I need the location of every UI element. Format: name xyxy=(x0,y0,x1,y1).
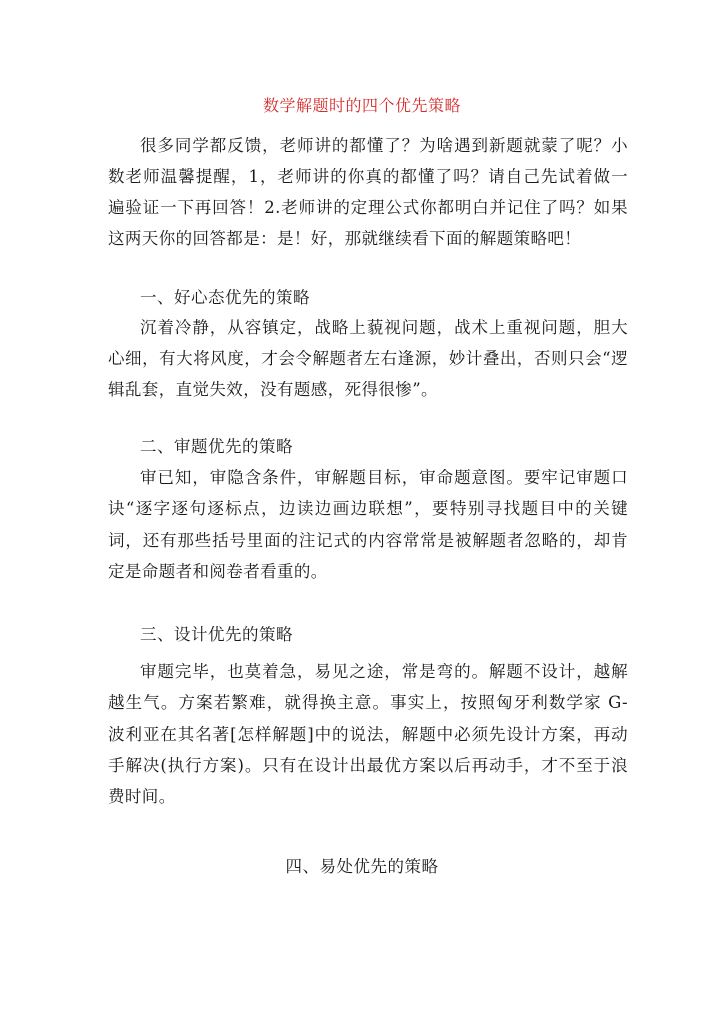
section-1-line-3: 辑乱套，直觉失效，没有题感，死得很惨”。 xyxy=(108,380,438,399)
intro-line-2: 数老师温馨提醒，1，老师讲的你真的都懂了吗？请自己先试着做一 xyxy=(108,167,628,186)
section-2-line-2: 诀“逐字逐句逐标点，边读边画边联想”，要特别寻找题目中的关键 xyxy=(108,499,628,518)
section-3-line-2: 越生气。方案若繁难，就得换主意。事实上，按照匈牙利数学家 G- xyxy=(108,693,628,712)
section-2-line-4: 定是命题者和阅卷者看重的。 xyxy=(108,562,328,581)
section-3-line-3: 波利亚在其名著[怎样解题]中的说法，解题中必须先设计方案，再动 xyxy=(108,725,628,744)
section-4-heading: 四、易处优先的策略 xyxy=(285,857,439,876)
section-1-line-1: 沉着冷静，从容镇定，战略上藐视问题，战术上重视问题，胆大 xyxy=(140,318,628,337)
document-title: 数学解题时的四个优先策略 xyxy=(262,96,461,115)
intro-line-3: 遍验证一下再回答！2.老师讲的定理公式你都明白并记住了吗？如果 xyxy=(108,198,628,217)
section-3-line-4: 手解决(执行方案)。只有在设计出最优方案以后再动手，才不至于浪 xyxy=(108,756,628,775)
intro-line-4: 这两天你的回答都是：是！好，那就继续看下面的解题策略吧！ xyxy=(108,229,582,248)
section-3-heading: 三、设计优先的策略 xyxy=(140,625,293,644)
section-2-line-3: 词，还有那些括号里面的注记式的内容常常是被解题者忽略的，却肯 xyxy=(108,531,628,550)
section-1-line-2: 心细，有大将风度，才会令解题者左右逢源，妙计叠出，否则只会“逻 xyxy=(108,349,628,368)
section-3-line-5: 费时间。 xyxy=(108,787,176,806)
section-1-heading: 一、好心态优先的策略 xyxy=(140,288,310,307)
intro-line-1: 很多同学都反馈，老师讲的都懂了？为啥遇到新题就蒙了呢？小 xyxy=(140,136,628,155)
section-3-line-1: 审题完毕，也莫着急，易见之途，常是弯的。解题不设计，越解 xyxy=(140,662,628,681)
section-2-line-1: 审已知，审隐含条件，审解题目标，审命题意图。要牢记审题口 xyxy=(140,468,628,487)
section-2-heading: 二、审题优先的策略 xyxy=(140,437,293,456)
